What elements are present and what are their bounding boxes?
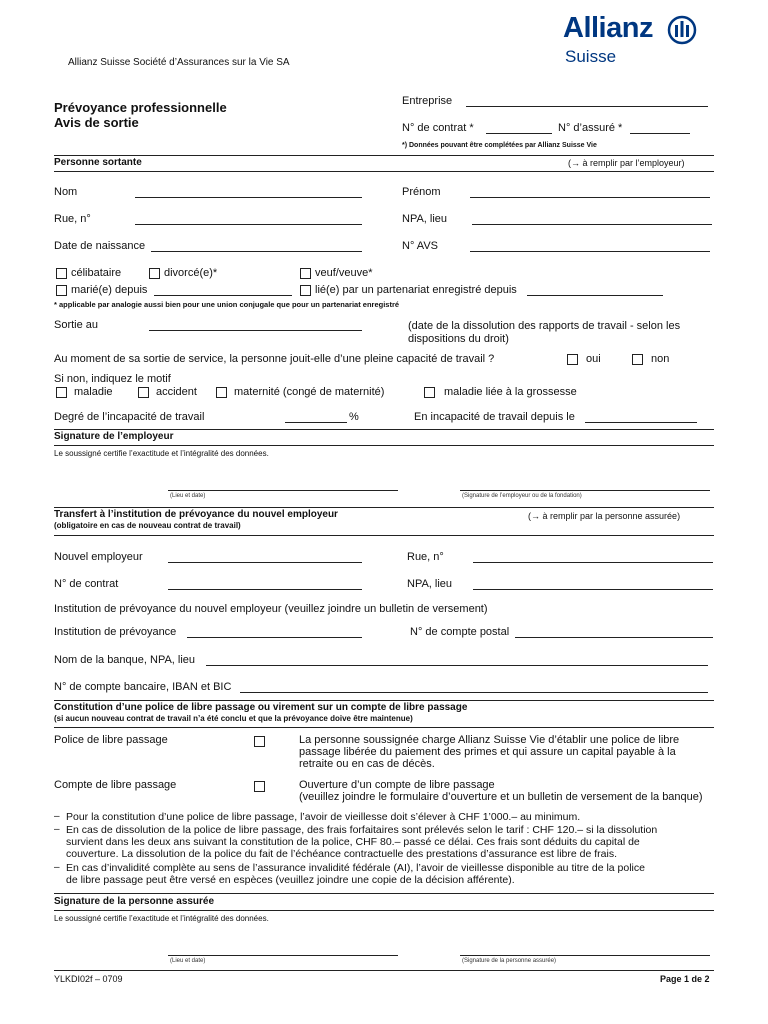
non-label: non (651, 353, 670, 365)
bullet-3a: En cas d’invalidité complète au sens de l’assurance invalidité fédérale (AI), l’avoir de vieillesse disponible au titre de la police (66, 862, 645, 874)
allianz-eagle-logo-icon (667, 15, 697, 45)
marie-label: marié(e) depuis (71, 284, 148, 296)
npa-field[interactable] (472, 224, 712, 225)
rule-s1 (54, 155, 714, 156)
bullet-3b: de libre passage peut être versé en espèces (veuillez joindre une copie de la décision afférente). (66, 874, 515, 886)
oui-checkbox[interactable] (567, 354, 578, 365)
grossesse-label: maladie liée à la grossesse (444, 386, 577, 398)
s3-sub: (obligatoire en cas de nouveau contrat de travail) (54, 521, 241, 530)
divorce-checkbox[interactable] (149, 268, 160, 279)
bullet-1: Pour la constitution d’une police de libre passage, l’avoir de vieillesse doit s’élever à CHF 1’000.– au minimum. (66, 811, 581, 823)
maladie-label: maladie (74, 386, 113, 398)
naissance-label: Date de naissance (54, 240, 146, 252)
s4-title: Constitution d’une police de libre passage ou virement sur un compte de libre passage (54, 702, 468, 713)
avs-field[interactable] (470, 251, 710, 252)
police-text1: La personne soussignée charge Allianz Suisse Vie d’établir une police de libre (299, 734, 680, 746)
rule-footer (54, 970, 714, 971)
contrat-field[interactable] (486, 133, 552, 134)
assure-sig-label: (Signature de la personne assurée) (462, 958, 557, 964)
entreprise-label: Entreprise (402, 95, 453, 107)
assure-field[interactable] (630, 133, 690, 134)
nom-field[interactable] (135, 197, 362, 198)
rue-label: Rue, n° (54, 213, 91, 225)
s2-certify: Le soussigné certifie l’exactitude et l’intégralité des données. (54, 449, 269, 458)
rule-s3 (54, 507, 714, 508)
compte-text1: Ouverture d’un compte de libre passage (299, 779, 495, 791)
s3-contrat-field[interactable] (168, 589, 362, 590)
page-number: Page 1 de 2 (660, 974, 710, 984)
accident-checkbox[interactable] (138, 387, 149, 398)
oui-label: oui (586, 353, 601, 365)
assure-lieu-field[interactable] (168, 955, 398, 956)
banque-field[interactable] (206, 665, 708, 666)
s1-title: Personne sortante (54, 157, 142, 168)
pct-label: % (349, 411, 359, 423)
naissance-field[interactable] (151, 251, 362, 252)
inst-note: Institution de prévoyance du nouvel employeur (veuillez joindre un bulletin de versement) (54, 603, 488, 615)
prenom-field[interactable] (470, 197, 710, 198)
rule-s4-b (54, 727, 714, 728)
accident-label: accident (156, 386, 197, 398)
rule-s2 (54, 429, 714, 430)
capacite-question: Au moment de sa sortie de service, la personne jouit-elle d’une pleine capacité de travail ? (54, 353, 495, 365)
lie-field[interactable] (527, 295, 663, 296)
form-subtitle: Avis de sortie (54, 115, 139, 130)
dissol-line2: dispositions du droit) (408, 333, 509, 345)
police-text3: retraite ou en cas de décès. (299, 758, 435, 770)
maternite-label: maternité (congé de maternité) (234, 386, 385, 398)
prenom-label: Prénom (402, 186, 441, 198)
brand-sub: Suisse (565, 47, 617, 66)
bullet-dash-2: – (54, 824, 60, 835)
banque-label: Nom de la banque, NPA, lieu (54, 654, 196, 666)
iban-field[interactable] (240, 692, 708, 693)
rule-s3-b (54, 535, 714, 536)
marie-field[interactable] (154, 295, 292, 296)
s3-hint: (→ à remplir par la personne assurée) (528, 511, 681, 521)
s4-sub: (si aucun nouveau contrat de travail n’a été conclu et que la prévoyance doive être maintenue) (54, 714, 413, 723)
s5-certify: Le soussigné certifie l’exactitude et l’intégralité des données. (54, 914, 269, 923)
postal-label: N° de compte postal (410, 626, 510, 638)
company-name: Allianz Suisse Société d’Assurances sur la Vie SA (68, 57, 290, 68)
s5-title: Signature de la personne assurée (54, 896, 215, 907)
veuf-checkbox[interactable] (300, 268, 311, 279)
data-note: *) Données pouvant être complétées par Allianz Suisse Vie (402, 142, 597, 149)
lie-label: lié(e) par un partenariat enregistré depuis (315, 284, 517, 296)
bullet-2a: En cas de dissolution de la police de libre passage, des frais forfaitaires sont prélevés selon le tarif : CHF 120.– si la dissolution (66, 824, 658, 836)
depuis-field[interactable] (585, 422, 697, 423)
assure-sig-field[interactable] (460, 955, 710, 956)
inst-label: Institution de prévoyance (54, 626, 177, 638)
s2-title: Signature de l’employeur (54, 431, 174, 442)
iban-label: N° de compte bancaire, IBAN et BIC (54, 681, 232, 693)
rule-s4 (54, 700, 714, 701)
rule-s1-b (54, 171, 714, 172)
s1-hint: (→ à remplir par l’employeur) (568, 158, 685, 168)
degre-label: Degré de l’incapacité de travail (54, 411, 205, 423)
dissol-line1: (date de la dissolution des rapports de travail - selon les (408, 320, 681, 332)
entreprise-field[interactable] (466, 106, 708, 107)
employer-lieu-label: (Lieu et date) (170, 493, 206, 499)
employer-sig-field[interactable] (460, 490, 710, 491)
avs-label: N° AVS (402, 240, 438, 252)
s3-title: Transfert à l’institution de prévoyance du nouvel employeur (54, 509, 338, 520)
maternite-checkbox[interactable] (216, 387, 227, 398)
motif-label: Si non, indiquez le motif (54, 373, 171, 385)
nom-label: Nom (54, 186, 78, 198)
police-text2: passage libérée du paiement des primes et qui assure un capital payable à la (299, 746, 676, 758)
bullet-2b: survient dans les deux ans suivant la constitution de la police, CHF 80.– passé ce délai. Ces frais sont déduits du capital de (66, 836, 640, 848)
sortie-label: Sortie au (54, 319, 99, 331)
brand-name: Allianz (563, 12, 653, 44)
celibataire-checkbox[interactable] (56, 268, 67, 279)
rule-s2-b (54, 445, 714, 446)
sortie-field[interactable] (149, 330, 362, 331)
employer-sig-label: (Signature de l’employeur ou de la fondation) (462, 493, 582, 499)
assure-lieu-label: (Lieu et date) (170, 958, 206, 964)
analog-note: * applicable par analogie aussi bien pour une union conjugale que pour un partenariat enregistré (54, 300, 400, 309)
non-checkbox[interactable] (632, 354, 643, 365)
rule-s5 (54, 893, 714, 894)
compte-text2: (veuillez joindre le formulaire d’ouverture et un bulletin de versement de la banque) (299, 791, 703, 803)
depuis-label: En incapacité de travail depuis le (414, 411, 575, 423)
postal-field[interactable] (515, 637, 713, 638)
s3-rue-label: Rue, n° (407, 551, 444, 563)
employer-lieu-field[interactable] (168, 490, 398, 491)
nouvel-employeur-label: Nouvel employeur (54, 551, 143, 563)
nouvel-employeur-field[interactable] (168, 562, 362, 563)
s3-npa-field[interactable] (473, 589, 713, 590)
s3-contrat-label: N° de contrat (54, 578, 119, 590)
contrat-label: N° de contrat * (402, 122, 474, 134)
npa-label: NPA, lieu (402, 213, 448, 225)
celibataire-label: célibataire (71, 267, 122, 279)
assure-label: N° d’assuré * (558, 122, 623, 134)
bullet-dash-3: – (54, 862, 60, 873)
police-checkbox[interactable] (254, 736, 265, 747)
lie-checkbox[interactable] (300, 285, 311, 296)
police-label: Police de libre passage (54, 734, 168, 746)
degre-field[interactable] (285, 422, 347, 423)
grossesse-checkbox[interactable] (424, 387, 435, 398)
marie-checkbox[interactable] (56, 285, 67, 296)
inst-field[interactable] (187, 637, 362, 638)
divorce-label: divorcé(e)* (164, 267, 218, 279)
form-code: YLKDI02f – 0709 (54, 974, 123, 984)
form-title: Prévoyance professionnelle (54, 100, 227, 115)
maladie-checkbox[interactable] (56, 387, 67, 398)
bullet-dash-1: – (54, 811, 60, 822)
bullet-2c: couverture. La dissolution de la police du fait de l’échéance contractuelle des prestations d’assurance est libre de frais. (66, 848, 617, 860)
s3-rue-field[interactable] (473, 562, 713, 563)
veuf-label: veuf/veuve* (315, 267, 373, 279)
s3-npa-label: NPA, lieu (407, 578, 453, 590)
rule-s5-b (54, 910, 714, 911)
rue-field[interactable] (135, 224, 362, 225)
compte-checkbox[interactable] (254, 781, 265, 792)
compte-label: Compte de libre passage (54, 779, 177, 791)
